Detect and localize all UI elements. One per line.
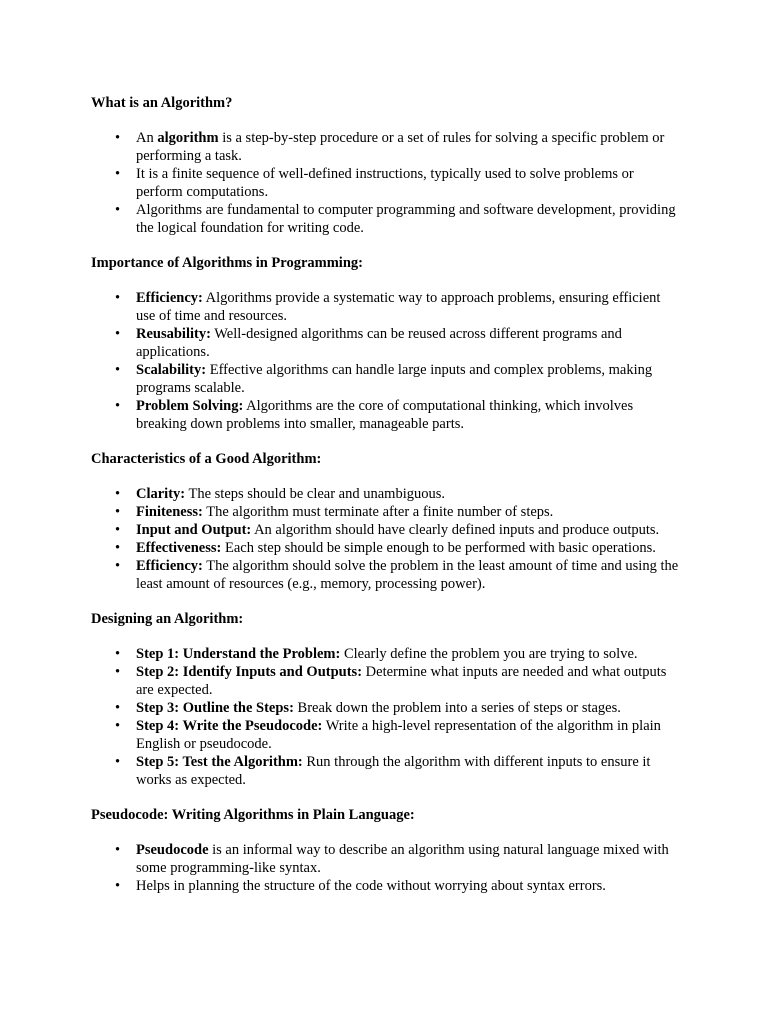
list-item: [115, 539, 680, 557]
list-item: [115, 521, 680, 539]
bullet-icon: •: [115, 558, 121, 574]
item-term: Pseudocode: [136, 842, 209, 858]
list-item: [115, 165, 680, 201]
bullet-icon: •: [115, 504, 121, 520]
section-characteristics: [91, 450, 680, 593]
item-text: An algorithm should have clearly defined inputs and produce outputs.: [251, 522, 660, 538]
bullet-icon: •: [115, 842, 121, 858]
item-text: The steps should be clear and unambiguous.: [185, 486, 445, 502]
item-term: algorithm: [157, 130, 219, 146]
list-item: [115, 397, 680, 433]
item-term: Step 2: Identify Inputs and Outputs:: [136, 664, 363, 680]
list-item: [115, 841, 680, 877]
item-text: Algorithms are the core of computational thinking, which involves breaking down problems into smaller, manageable parts.: [136, 398, 634, 432]
item-term: Step 4: Write the Pseudocode:: [136, 718, 323, 734]
item-term: Scalability:: [136, 362, 207, 378]
item-term: Effectiveness:: [136, 540, 222, 556]
bullet-list: [91, 485, 680, 593]
section-heading: Importance of Algorithms in Programming:: [91, 255, 363, 271]
bullet-icon: •: [115, 718, 121, 734]
section-heading: What is an Algorithm?: [91, 95, 233, 111]
item-text: Clearly define the problem you are trying to solve.: [340, 646, 638, 662]
item-term: Step 1: Understand the Problem:: [136, 646, 341, 662]
list-item: [115, 289, 680, 325]
list-item: [115, 699, 680, 717]
item-term: Input and Output:: [136, 522, 252, 538]
list-item: [115, 503, 680, 521]
section-designing: [91, 610, 680, 789]
bullet-icon: •: [115, 754, 121, 770]
item-text: Effective algorithms can handle large inputs and complex problems, making programs scalable.: [136, 362, 653, 396]
list-item: [115, 717, 680, 753]
item-term: Finiteness:: [136, 504, 203, 520]
list-item: [115, 129, 680, 165]
section-importance: [91, 254, 680, 433]
item-text: Determine what inputs are needed and what outputs are expected.: [136, 664, 667, 698]
bullet-list: [91, 129, 680, 237]
section-heading: Designing an Algorithm:: [91, 611, 244, 627]
item-text: Algorithms provide a systematic way to approach problems, ensuring efficient use of time and resources.: [136, 290, 661, 324]
item-text: is an informal way to describe an algorithm using natural language mixed with some programming-like syntax.: [136, 842, 669, 876]
item-text: Run through the algorithm with different inputs to ensure it works as expected.: [136, 754, 651, 788]
list-item: [115, 645, 680, 663]
item-term: Efficiency:: [136, 558, 203, 574]
bullet-icon: •: [115, 202, 121, 218]
list-item: [115, 361, 680, 397]
item-term: Efficiency:: [136, 290, 203, 306]
item-text: Well-designed algorithms can be reused across different programs and applications.: [136, 326, 622, 360]
item-term: Step 3: Outline the Steps:: [136, 700, 294, 716]
list-item: [115, 485, 680, 503]
item-prefix: An: [136, 130, 158, 146]
list-item: [115, 663, 680, 699]
bullet-icon: •: [115, 130, 121, 146]
item-text: is a step-by-step procedure or a set of rules for solving a specific problem or performing a task.: [136, 130, 665, 164]
bullet-list: [91, 289, 680, 433]
item-text: Algorithms are fundamental to computer programming and software development, providing the logical foundation for writing code.: [136, 202, 676, 236]
item-term: Reusability:: [136, 326, 211, 342]
bullet-icon: •: [115, 522, 121, 538]
bullet-list: [91, 841, 680, 895]
section-heading: Characteristics of a Good Algorithm:: [91, 451, 322, 467]
item-term: Clarity:: [136, 486, 186, 502]
list-item: [115, 557, 680, 593]
bullet-icon: •: [115, 878, 121, 894]
bullet-icon: •: [115, 646, 121, 662]
item-term: Step 5: Test the Algorithm:: [136, 754, 303, 770]
item-text: Write a high-level representation of the algorithm in plain English or pseudocode.: [136, 718, 661, 752]
list-item: [115, 753, 680, 789]
list-item: [115, 325, 680, 361]
bullet-icon: •: [115, 540, 121, 556]
bullet-icon: •: [115, 326, 121, 342]
bullet-icon: •: [115, 664, 121, 680]
list-item: [115, 201, 680, 237]
bullet-icon: •: [115, 486, 121, 502]
item-text: It is a finite sequence of well-defined instructions, typically used to solve problems or perform computations.: [136, 166, 634, 200]
bullet-icon: •: [115, 362, 121, 378]
section-heading: Pseudocode: Writing Algorithms in Plain Language:: [91, 807, 415, 823]
item-text: Each step should be simple enough to be performed with basic operations.: [221, 540, 656, 556]
section-pseudocode: [91, 806, 680, 895]
item-term: Problem Solving:: [136, 398, 244, 414]
bullet-icon: •: [115, 398, 121, 414]
section-what-is-algorithm: [91, 94, 680, 237]
list-item: [115, 877, 680, 895]
bullet-icon: •: [115, 700, 121, 716]
item-text: The algorithm should solve the problem in the least amount of time and using the least amount of resources (e.g., memory, processing power).: [136, 558, 679, 592]
bullet-list: [91, 645, 680, 789]
bullet-icon: •: [115, 290, 121, 306]
bullet-icon: •: [115, 166, 121, 182]
item-text: Break down the problem into a series of steps or stages.: [293, 700, 621, 716]
item-text: The algorithm must terminate after a finite number of steps.: [202, 504, 554, 520]
item-text: Helps in planning the structure of the code without worrying about syntax errors.: [136, 878, 606, 894]
